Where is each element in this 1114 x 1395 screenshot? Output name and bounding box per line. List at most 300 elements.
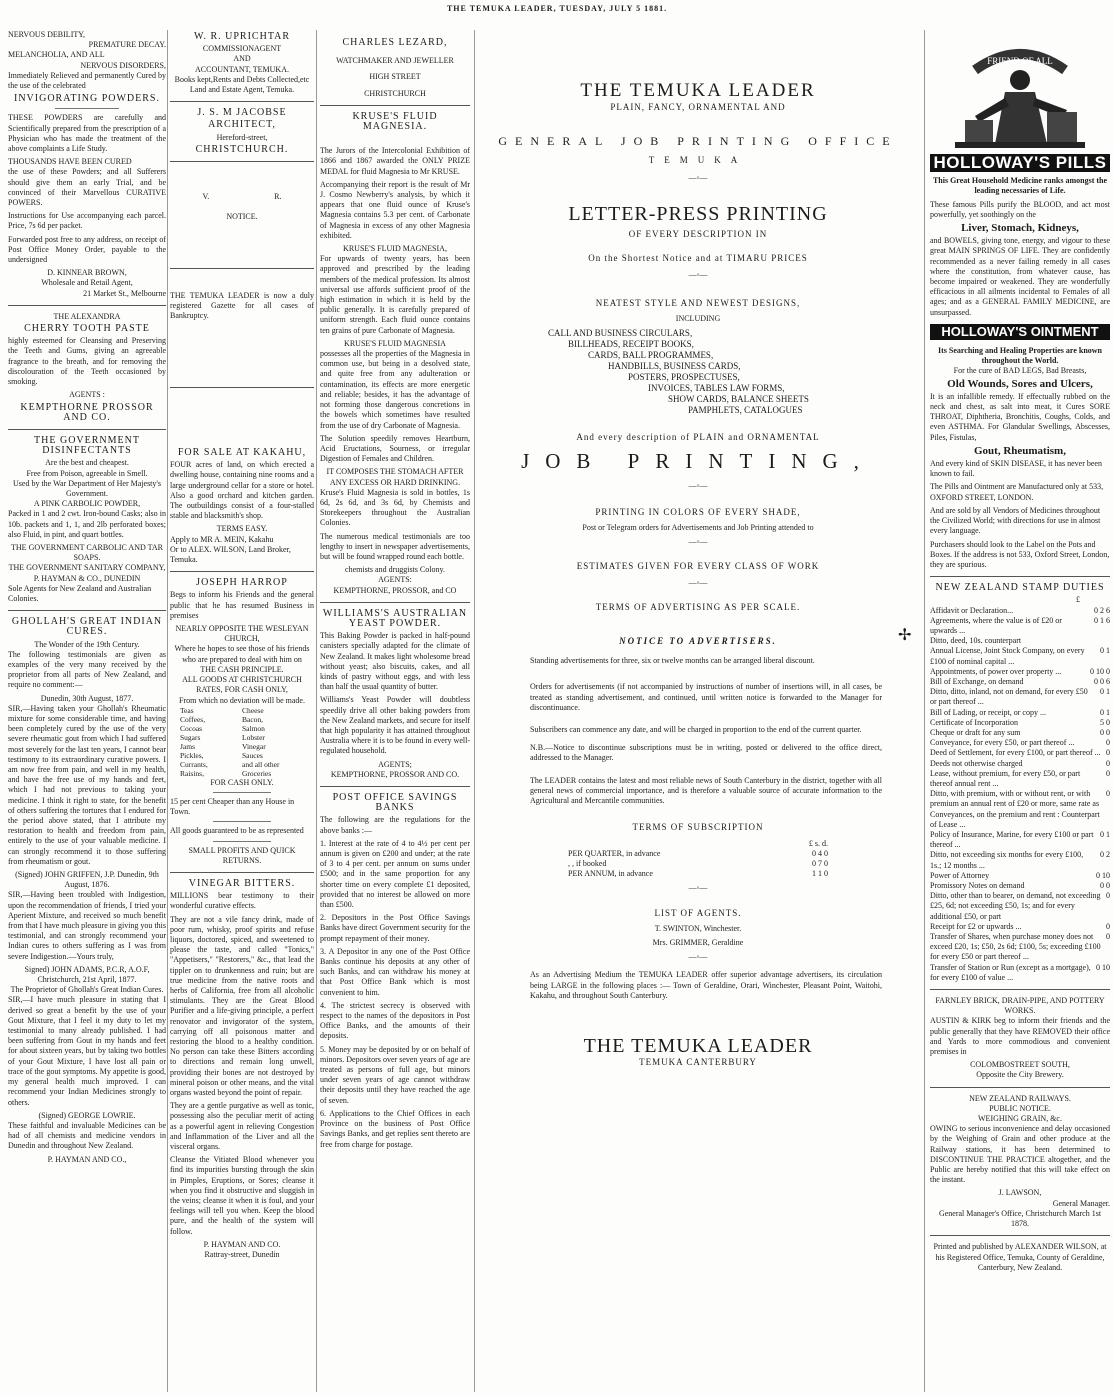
ad-text: Begs to inform his Friends and the general public that he has resumed Business in premises	[170, 590, 314, 620]
ad-text: Cleanse the Vitiated Blood whenever you find its impurities bursting through the skin in Pimples, Eruptions, or Sores; cleanse it when you find it obstructive and sluggish in the veins; cleanse it when it is foul, and your feelings will tell you when. Keep the blood pure, and the health of the system will follow.	[170, 1155, 314, 1236]
duty-price: 0 0	[1100, 727, 1110, 737]
ad-text: Land and Estate Agent, Temuka.	[189, 85, 295, 95]
duty-row	[930, 932, 1110, 963]
ad-heading: SMALL PROFITS AND QUICK RETURNS.	[188, 845, 296, 865]
ad-text: INCLUDING	[675, 314, 721, 324]
office-title: THE TEMUKA LEADER	[580, 80, 816, 101]
ornament-icon: —◦—	[688, 537, 708, 547]
goods-item: Coffees,	[180, 714, 206, 724]
ad-text: R.	[274, 192, 282, 202]
ad-text: Or to ALEX. WILSON, Land Broker, Temuka.	[170, 544, 291, 565]
vinegar-bitters-ad	[170, 879, 314, 1260]
goods-item: Salmon	[242, 723, 265, 733]
office-heading: GENERAL JOB PRINTING OFFICE	[498, 134, 898, 149]
currency-header: £	[1076, 595, 1080, 605]
ad-text: On the Shortest Notice and at TIMARU PRICES	[588, 253, 808, 264]
ad-text: HIGH STREET	[369, 72, 421, 82]
ad-signature: P. HAYMAN AND CO.	[203, 1239, 281, 1249]
ad-heading: COMMISSIONAGENT	[202, 44, 282, 54]
ad-heading: LIST OF AGENTS.	[654, 907, 742, 918]
divider	[213, 792, 271, 793]
duty-row	[930, 687, 1110, 707]
divider	[930, 576, 1110, 577]
ad-text: Are the best and cheapest.	[45, 458, 129, 468]
ad-text: They are a gentle purgative as well as tonic, possessing also the peculiar merit of acting as a powerful agent in relieving Congestion and Inflammation of the Liver and all the visceral organs.	[170, 1101, 314, 1151]
ad-text: possesses all the properties of the Magnesia in common use, but being in a desolved state, and quite free from any adulteration or contamination, its effects are more energetic and reliable; besides, it has the advantage of not forming those dangerous concretions in the bowels which sometimes have resulted from the use of dry Carbonate of Magnesia.	[320, 349, 470, 430]
column-3	[320, 30, 470, 1392]
column-1	[8, 30, 166, 1392]
ad-text: This Great Household Medicine ranks amongst the leading necessaries of Life.	[932, 176, 1108, 196]
ad-heading: WEIGHING GRAIN, &c.	[978, 1114, 1062, 1124]
duty-price: 0 2 6	[1094, 605, 1110, 615]
ad-heading: PRINTING IN COLORS OF EVERY SHADE,	[595, 506, 801, 517]
duty-label: Agreements, where the value is of £20 or upwards ...	[930, 615, 1062, 635]
testimonial-text: SIR,—Having been troubled with Indigestion, upon the recommendation of friends, I tried your Aperient Mixture, and received so much benefit from that I have much pleasure in giving you this testimonial, and can strongly recommend your Indian cures to others suffering as I was from severe Indigestion.—Yours truly,	[8, 890, 166, 961]
duty-row	[930, 871, 1110, 881]
duty-price: 0	[1106, 932, 1110, 942]
ad-text: 21 Market St., Melbourne	[83, 288, 166, 298]
ad-heading: NOTICE.	[226, 212, 258, 222]
printing-item: PAMPHLETS, CATALOGUES	[688, 405, 803, 416]
duty-price: 0 10 0	[1090, 666, 1110, 676]
ad-heading: MELANCHOLIA, AND ALL	[8, 50, 105, 60]
ad-text: N.B.—Notice to discontinue subscriptions must be in writing, posted or delivered to the office direct, addressed to the Manager.	[530, 743, 882, 763]
duty-row	[930, 922, 1110, 932]
ad-heading: J. S. M JACOBSE	[197, 107, 287, 119]
ad-text: The Wonder of the 19th Century.	[34, 639, 140, 649]
divider	[170, 161, 314, 162]
ad-text: And every description of PLAIN and ORNAMENTAL	[576, 432, 820, 443]
printing-item: HANDBILLS, BUSINESS CARDS,	[608, 361, 741, 372]
duty-price: 0 1 6	[1094, 615, 1110, 625]
duty-label: Power of Attorney	[930, 870, 990, 880]
goods-item: Sauces	[242, 750, 263, 760]
ad-signature: (Signed) JOHN GRIFFEN, J.P. Dunedin, 9th August, 1876.	[15, 870, 159, 890]
ad-signature: Signed) JOHN ADAMS, P.C.R, A.O.F, Christchurch, 21st April, 1877.	[24, 964, 150, 985]
duty-row	[930, 677, 1110, 687]
ad-text: V.	[202, 192, 210, 202]
ad-text: THESE POWDERS are carefully and Scientifically prepared from the prescription of a Physician who has made the treatment of the above complaints a Life Study.	[8, 113, 166, 154]
ad-text: The Solution speedily removes Heartburn, Acid Eructations, Sourness, or irregular Digestion of Females and Children.	[320, 433, 470, 464]
holloway-ointment-banner: HOLLOWAY'S OINTMENT	[930, 324, 1110, 340]
divider	[213, 841, 271, 842]
ad-heading: ACCOUNTANT, TEMUKA.	[195, 64, 289, 74]
ad-text: The following are the regulations for the above banks :—	[320, 815, 470, 835]
divider	[170, 101, 314, 102]
ad-heading: NERVOUS DEBILITY,	[8, 30, 85, 39]
ad-heading: KRUSE'S FLUID MAGNESIA	[344, 338, 446, 348]
ornament-icon: —◦—	[688, 172, 708, 182]
duty-row	[930, 881, 1110, 891]
column-rule	[924, 30, 925, 1392]
ad-text: It is an infallible remedy. If effectually rubbed on the neck and chest, as salt into meat, it Cures SORE THROAT, Diphtheria, Bronchitis, Coughs, Colds, and even ASTHMA. For Glandular Swellings, Abscesses, Piles, Fistulas,	[930, 391, 1110, 442]
goods-item: Groceries	[242, 768, 272, 778]
job-printing-heading: JOB PRINTING,	[521, 449, 875, 474]
subscription-price: 1 1 0	[812, 869, 828, 879]
ad-heading: JOSEPH HARROP	[196, 577, 288, 589]
duty-label: Promissory Notes on demand	[930, 881, 1025, 890]
ad-text: Apply to MR A. MEIN, Kakahu	[170, 534, 274, 544]
ad-heading: PUBLIC NOTICE.	[989, 1103, 1051, 1113]
stamp-duties-table	[930, 606, 1110, 984]
ornament-icon: —◦—	[688, 952, 708, 962]
ad-text: These famous Pills purify the BLOOD, and act most powerfully, yet soothingly on the	[930, 199, 1110, 219]
ad-text: Standing advertisements for three, six or twelve months can be arranged liberal discount.	[530, 656, 815, 666]
ad-text: chemists and druggists Colony.	[345, 565, 445, 575]
duty-row	[930, 728, 1110, 738]
duty-row	[930, 963, 1110, 983]
ad-heading: FOR SALE AT KAKAHU,	[177, 447, 307, 459]
ad-text: Forwarded post free to any address, on receipt of Post Office Money Order, payable to the undersigned	[8, 234, 166, 265]
duty-row	[930, 606, 1110, 616]
duty-price: 0 1	[1100, 646, 1110, 656]
duty-label: Cheque or draft for any sum	[930, 727, 1021, 737]
divider	[170, 387, 314, 388]
duty-label: Ditto, not exceeding six months for every £100, 1s.; 12 months ...	[930, 850, 1084, 870]
ad-heading: NERVOUS DISORDERS,	[80, 60, 166, 70]
ad-text: Books kept,Rents and Debts Collected,etc	[174, 74, 310, 84]
duty-row	[930, 789, 1110, 830]
duty-price: 0	[1106, 921, 1110, 931]
ad-text: The numerous medical testimonials are too lengthy to insert in newspaper advertisements, but will be found wrapped round each bottle.	[320, 531, 470, 561]
ad-heading: INVIGORATING POWDERS.	[14, 93, 160, 105]
ad-text: They are not a vile fancy drink, made of poor rum, whisky, proof spirits and refuse liquors, doctored, spiced, and sweetened to please the taste, and called "Tonics," "Appetisers," "Restorers," &c., that lead the tippler on to drunkenness and ruin; but are true medicine from the native roots and herbs of California, free from all alcoholic stimulants. They are the Great Blood Purifier and a life-giving principle, a perfect renovator and invigorator of the system, carrying off all poisonous matter and restoring the blood to a healthy condition. No person can take these Bitters according to directions and remain long unwell, providing their bones are not destroyed by mineral poison or other means, and the vital organs wasted beyond the point of repair.	[170, 914, 314, 1097]
ad-heading: CHARLES LEZARD,	[342, 37, 448, 48]
duty-label: Bill of Exchange, on demand	[930, 676, 1024, 686]
goods-item: Cheese	[242, 705, 264, 715]
duty-price: 0 0	[1100, 881, 1110, 890]
ad-text: For the cure of BAD LEGS, Bad Breasts,	[953, 366, 1087, 376]
goods-item: Jams	[180, 741, 195, 751]
printer-imprint: Printed and published by ALEXANDER WILSON, at his Registered Office, Temuka, County of Geraldine, Canterbury, New Zealand.	[933, 1242, 1107, 1272]
ad-heading: WATCHMAKER AND JEWELLER	[336, 56, 454, 66]
duty-row	[930, 738, 1110, 748]
subscription-label: PER QUARTER, in advance	[568, 848, 661, 858]
ad-text: Sole Agents for New Zealand and Australian Colonies.	[8, 583, 152, 603]
duty-label: Conveyance, for every £50, or part thereof ...	[930, 738, 1075, 748]
letterpress-heading: LETTER-PRESS PRINTING	[568, 203, 828, 226]
ad-text: General Manager.	[1052, 1198, 1110, 1208]
ad-heading: A PINK CARBOLIC POWDER,	[33, 499, 141, 509]
ad-text: The Jurors of the Intercolonial Exhibition of 1866 and 1867 awarded the ONLY PRIZE MEDAL for fluid Magnesia to Mr KRUSE.	[320, 146, 470, 176]
ad-heading: THE GOVERNMENT SANITARY COMPANY,	[8, 563, 166, 573]
kakahu-sale-ad	[170, 448, 314, 565]
ad-text: 2. Depositors in the Post Office Savings Banks have direct Government security for the prompt repayment of their money.	[320, 913, 470, 943]
ad-heading: TERMS OF SUBSCRIPTION	[632, 822, 764, 833]
ad-heading: TERMS EASY.	[216, 524, 268, 534]
ad-text: The Proprietor of Ghollah's Great Indian Cures.	[10, 985, 164, 995]
duty-price: 0 1	[1100, 687, 1110, 697]
office-subtitle: PLAIN, FANCY, ORNAMENTAL AND	[610, 102, 786, 113]
column-5	[930, 30, 1110, 1392]
divider	[8, 305, 166, 306]
ad-heading: NEW ZEALAND RAILWAYS.	[969, 1093, 1071, 1103]
ad-heading: THE ALEXANDRA	[53, 311, 121, 321]
nervous-debility-ad	[8, 30, 166, 299]
ad-text: THE TEMUKA LEADER is now a duly registered Gazette for all cases of Bankruptcy.	[170, 291, 314, 321]
ghollah-cures-ad	[8, 617, 166, 1165]
ad-text: Dunedin, 30th August, 1877.	[40, 693, 134, 703]
ad-text: And are sold by all Vendors of Medicines throughout the Civilized World; with directions for use in almost every language.	[930, 505, 1101, 536]
divider	[170, 872, 314, 873]
duty-label: Ditto, other than to bearer, on demand, not exceeding £25, 6d; not exceeding £50, 1s; and for every additional £50, or part	[930, 891, 1101, 921]
lezard-ad	[320, 38, 470, 99]
duty-label: Ditto, with premium, with or without rent, or with premium an annual rent of £20 or more, same rate as Conveyances, on the premium and rent : Counterpart of Lease ...	[930, 789, 1100, 829]
printing-item: BILLHEADS, RECEIPT BOOKS,	[568, 339, 694, 350]
ad-text: Rattray-street, Dunedin	[204, 1250, 280, 1260]
printing-items	[548, 328, 918, 416]
printing-item: CARDS, BALL PROGRAMMES,	[588, 350, 714, 361]
ad-text: For upwards of twenty years, has been approved and prescribed by the leading members of the medical profession. Its almost universal use affords sufficient proof of the high estimation in which it is held by the public generally. It is carefully prepared of uniform strength. Each fluid ounce contains ten grains of pure Carbonate of Magnesia.	[320, 254, 470, 335]
agent-entry: T. SWINTON, Winchester.	[654, 923, 742, 933]
divider	[930, 1087, 1110, 1088]
ad-text: Orders for advertisements (if not accompanied by instructions of number of insertions will, in all cases, be treated as standing advertisement, and continued, until written notice is forwarded to the Manager for discontinuance.	[530, 682, 882, 712]
subscription-price: 0 4 0	[812, 848, 828, 858]
ad-heading: FARNLEY BRICK, DRAIN-PIPE, AND POTTERY WORKS.	[935, 996, 1105, 1016]
harrop-ad	[170, 578, 314, 866]
ad-text: OWING to serious inconvenience and delay occasioned by the Weighing of Grain and other produce at the Railway stations, it has been determined to DISCONTINUE THE PRACTICE altogether, and the Public are hereby notified that this will take effect on the instant.	[930, 1124, 1110, 1185]
duty-label: Transfer of Shares, when purchase money does not exceed £20, 1s; £50, 2s 6d; £100, 5s; exceeding £100 for every £50 or part thereof ...	[930, 932, 1101, 962]
duty-row	[930, 616, 1110, 636]
ad-text: AUSTIN & KIRK beg to inform their friends and the public generally that they have REMOVED their office and Yards to more commodious and convenient premises in	[930, 1016, 1110, 1057]
ad-heading: CHERRY TOOTH PASTE	[24, 323, 150, 335]
footer-title: THE TEMUKA LEADER	[583, 1034, 813, 1057]
ad-heading: IT COMPOSES THE STOMACH AFTER ANY EXCESS OR HARD DRINKING.	[326, 467, 464, 487]
ad-text: Hereford-street,	[216, 132, 268, 142]
duty-price: 0	[1106, 789, 1110, 799]
ad-text: Opposite the City Brewery.	[976, 1070, 1064, 1080]
duty-row	[930, 718, 1110, 728]
duty-price: 0	[1106, 748, 1110, 758]
duty-row	[930, 636, 1110, 646]
testimonial-text: SIR,—Having taken your Ghollah's Rheumatic mixture for some considerable time, and having been completely cured by the use of the very severe rheumatic gout from which I had suffered most severely for the last ten years, I cannot bear testimony to its extraordinary curative powers. I am now free from pain, and well in my health, and have the free use of my hands and feet, which I had not previous to taking your medicine. I think it right to state, for the benefit of others suffering the tortures that I endured for the period above stated, that I attribute my restoration to health and freedom from pain, entirely to the use of your valuable medicine. I can strongly recommend it to those suffering from rheumatism or gout.	[8, 703, 166, 866]
duty-label: Deeds not otherwise charged	[930, 758, 1023, 768]
divider	[8, 610, 166, 611]
duty-price: 0	[1106, 891, 1110, 901]
holloway-pills-banner: HOLLOWAY'S PILLS	[930, 154, 1110, 172]
ad-text: Accompanying their report is the result of Mr J. Cosmo Newberry's analysis, by which it appears that one fluid ounce of Kruse's Magnesia contains 5.3 per cent. of Carbonate of Magnesia in excess of any other Magnesia exhibited.	[320, 179, 470, 240]
divider	[170, 571, 314, 572]
ad-heading: ALL GOODS AT CHRISTCHURCH RATES, FOR CASH ONLY,	[182, 675, 302, 695]
footer-subtitle: TEMUKA CANTERBURY	[639, 1057, 757, 1068]
ad-text: The following testimonials are given as examples of the very many received by the proprietor from all parts of New Zealand, and require no comment:—	[8, 649, 166, 690]
currency-header: £ s. d.	[808, 838, 828, 848]
duty-price: 0	[1106, 738, 1110, 748]
divider	[170, 268, 314, 269]
ad-text: Wholesale and Retail Agent,	[41, 278, 133, 288]
ad-heading: THE CASH PRINCIPLE.	[200, 664, 284, 674]
printing-item: POSTERS, PROSPECTUSES,	[628, 372, 740, 383]
duty-price: 0 10	[1096, 870, 1110, 880]
testimonial-text: SIR,—I have much pleasure in stating that I derived so great a benefit by the use of your Gout Mixture, that I feel it my duty to let my testimonial to many already published. I had been suffering from Gout in my hands and feet for about sixteen years, but by taking two bottles of your Gout Mixture, I have lost all pain or trace of the gout symptoms. My appetite is good, my general health much improved. I can recommend your Indian Medicines strongly to others.	[8, 995, 166, 1107]
duty-label: Ditto, ditto, inland, not on demand, for every £50 or part thereof ...	[930, 687, 1088, 707]
ad-heading: THE GOVERNMENT CARBOLIC AND TAR SOAPS.	[11, 542, 163, 563]
goods-item: Bacon,	[242, 714, 264, 724]
divider	[320, 602, 470, 603]
ad-text: AGENTS :	[69, 390, 105, 400]
goods-item: Cocoas	[180, 723, 203, 733]
ad-signature: D. KINNEAR BROWN,	[47, 268, 127, 278]
printing-item: SHOW CARDS, BALANCE SHEETS	[668, 394, 809, 405]
farnley-brick-ad	[930, 996, 1110, 1081]
ad-heading: Old Wounds, Sores and Ulcers,	[947, 377, 1093, 390]
savings-banks-ad	[320, 793, 470, 1150]
subscription-label: , , if booked	[568, 858, 607, 868]
printing-office-ad	[478, 30, 918, 1392]
duty-price	[1106, 636, 1110, 646]
duty-price: 0	[1106, 758, 1110, 768]
ad-heading: ARCHITECT,	[208, 119, 276, 131]
duty-row	[930, 891, 1110, 922]
ad-text: And every kind of SKIN DISEASE, it has never been known to fail.	[930, 459, 1102, 479]
ad-text: These faithful and invaluable Medicines can be had of all chemists and medicine vendors in Dunedin and throughout New Zealand.	[8, 1120, 166, 1151]
uprichtar-ad	[170, 32, 314, 95]
ad-text: The LEADER contains the latest and most reliable news of South Canterbury in the district, together with all general news of commercial importance, and is therefore a valuable source of accurate information to the Agricultural and Mercantile communities.	[530, 775, 882, 806]
column-rule	[316, 30, 317, 1392]
office-town: TEMUKA	[648, 154, 748, 165]
ad-heading: NEARLY OPPOSITE THE WESLEYAN CHURCH,	[175, 624, 309, 644]
duty-label: Deed of Settlement, for every £100, or part thereof ...	[930, 748, 1101, 758]
goods-item: and all other	[242, 759, 280, 769]
duty-row	[930, 667, 1110, 677]
divider	[320, 105, 470, 106]
ad-heading: W. R. UPRICHTAR	[193, 31, 291, 42]
ad-heading: WILLIAMS'S AUSTRALIAN YEAST POWDER.	[322, 607, 468, 629]
ad-text: The Pills and Ointment are Manufactured only at 533, OXFORD STREET, LONDON.	[930, 482, 1104, 502]
goods-item: Sugars	[180, 732, 201, 742]
duty-row	[930, 759, 1110, 769]
duty-label: Bill of Lading, or receipt, or copy ...	[930, 707, 1046, 717]
duty-label: Affidavit or Declaration...	[930, 605, 1014, 615]
ad-text: Williams's Yeast Powder will doubtless speedily drive all other baking powders from the New Zealand markets, and secure for itself that high popularity it has attained throughout Australia where it is to be found in every well-regulated household.	[320, 695, 470, 756]
ad-heading: COLOMBOSTREET SOUTH,	[970, 1060, 1070, 1070]
jacobsen-ad	[170, 108, 314, 155]
ad-text: AND	[233, 54, 251, 64]
duty-row	[930, 748, 1110, 758]
ornament-icon: —◦—	[688, 577, 708, 587]
ad-text: 6. Applications to the Chief Offices in each Province on the business of Post Office Savings Banks, and get replies sent thereto are free from charge for postage.	[320, 1108, 470, 1149]
duty-row	[930, 769, 1110, 789]
duty-label: Appointments, of power over property ...	[930, 666, 1062, 676]
holloway-emblem-icon	[935, 34, 1105, 150]
duty-price: 0 2	[1100, 850, 1110, 860]
ad-text: the use of these Powders; and all Sufferers should give them an early Trial, and be convinced of their Marvellous CURATIVE POWERS.	[8, 167, 166, 208]
ad-text: From which no deviation will be made.	[179, 695, 305, 705]
goods-item: Pickles,	[180, 750, 204, 760]
kruse-magnesia-ad	[320, 112, 470, 596]
ad-signature: P. HAYMAN & CO., DUNEDIN	[33, 573, 141, 583]
ad-text: Where he hopes to see those of his friends who are prepared to deal with him on	[174, 644, 310, 664]
disinfectants-ad	[8, 436, 166, 604]
duty-row	[930, 646, 1110, 666]
duty-price: 0 0 6	[1094, 676, 1110, 686]
ad-heading: Gout, Rheumatism,	[974, 444, 1066, 457]
ad-text: Its Searching and Healing Properties are known throughout the World.	[937, 346, 1102, 366]
yeast-powder-ad	[320, 609, 470, 780]
gazette-notice	[170, 291, 314, 381]
tooth-paste-ad	[8, 312, 166, 423]
ad-heading: NEATEST STYLE AND NEWEST DESIGNS,	[595, 297, 801, 308]
divider	[930, 989, 1110, 990]
ad-text: All goods guaranteed to be as represented	[170, 826, 304, 836]
ornament-icon: —◦—	[688, 480, 708, 490]
ad-text: Used by the War Department of Her Majesty's Government.	[13, 478, 161, 498]
notice-heading: NOTICE TO ADVERTISERS.	[619, 636, 777, 647]
duty-label: Lease, without premium, for every £50, or part thereof annual rent ...	[930, 768, 1081, 788]
ad-text: Post or Telegram orders for Advertisements and Job Printing attended to	[582, 523, 814, 533]
subscription-label: PER ANNUM, in advance	[568, 869, 653, 879]
goods-item: Raisins,	[180, 768, 204, 778]
duty-price: 0 1	[1100, 829, 1110, 839]
ad-heading: KRUSE'S FLUID MAGNESIA.	[352, 110, 438, 133]
stamp-duties-heading: NEW ZEALAND STAMP DUTIES	[935, 582, 1105, 594]
duty-price: 5 0	[1100, 717, 1110, 727]
emblem-text: FRIEND OF ALL	[987, 56, 1053, 66]
divider	[213, 821, 271, 822]
ad-heading: THE GOVERNMENT DISINFECTANTS	[34, 434, 140, 457]
ad-signature: J. LAWSON,	[998, 1188, 1042, 1198]
goods-list	[170, 706, 314, 778]
ad-text: 5. Money may be deposited by or on behalf of minors. Depositors over seven years of age are treated as persons of full age, but minors under seven years of age cannot withdraw their deposits until they have reached the age of seven.	[320, 1044, 470, 1105]
duty-label: Receipt for £2 or upwards ...	[930, 921, 1022, 931]
ad-text: Packed in 1 and 2 cwt. Iron-bound Casks; also in 10b. packets and 1, 1, and 2lb perforated boxes; also Fluid, in pint, and quart bottles.	[8, 509, 166, 539]
ad-text: AGENTS;	[378, 759, 412, 769]
ad-signature: (Signed) GEORGE LOWRIE.	[38, 1110, 136, 1120]
divider	[930, 1235, 1110, 1236]
ornament-icon: —◦—	[688, 883, 708, 893]
duty-label: Certificate of Incorporation	[930, 717, 1018, 727]
duty-row	[930, 830, 1110, 850]
duty-price: 0	[1106, 768, 1110, 778]
masthead: THE TEMUKA LEADER, TUESDAY, JULY 5 1881.	[446, 4, 668, 13]
goods-item: Vinegar	[242, 741, 266, 751]
ad-text: FOUR acres of land, on which erected a dwelling house, containing nine rooms and a large underground cellar for a store or hotel. Also a good orchard and kitchen garden. The outbuildings consist of a four-stalled stable and blacksmith's shop.	[170, 460, 314, 521]
ad-text: Instructions for Use accompanying each parcel. Price, 7s 6d per packet.	[8, 211, 166, 231]
ad-signature: KEMPTHORNE, PROSSOR, and CO	[333, 585, 457, 595]
ad-text: Subscribers can commence any date, and will be charged in proportion to the end of the current quarter.	[530, 725, 862, 735]
ad-text: MILLIONS bear testimony to their wonderful curative effects.	[170, 891, 314, 911]
ad-text: Kruse's Fluid Magnesia is sold in bottles, 1s 6d, 2s 6d, and 3s 6d, by Chemists and Storekeepers throughout the Australian Colonies.	[320, 487, 470, 528]
duty-label: Transfer of Station or Run (except as a mortgage), for every £100 of value ...	[930, 962, 1091, 982]
ad-text: Purchasers should look to the Label on the Pots and Boxes. If the address is not 533, Oxford Street, London, they are spurious.	[930, 539, 1110, 569]
ad-heading: TERMS OF ADVERTISING AS PER SCALE.	[595, 601, 801, 612]
ad-signature: KEMPTHORNE PROSSOR AND CO.	[20, 401, 154, 423]
subscription-price: 0 7 0	[812, 858, 828, 868]
ad-text: This Baking Powder is packed in half-pound canisters specially adapted for the climate of New Zealand. It makes light wholesome bread without yeast; also biscuits, cakes, and all kinds of pastry without eggs, and with less than half the usual quantity of butter.	[320, 631, 470, 692]
ad-heading: CHRISTCHURCH.	[195, 143, 289, 155]
printing-item: CALL AND BUSINESS CIRCULARS,	[548, 328, 693, 339]
column-rule	[167, 30, 168, 1392]
ad-heading: CHRISTCHURCH	[364, 88, 426, 98]
duty-row	[930, 850, 1110, 870]
ad-heading: VINEGAR BITTERS.	[188, 877, 296, 889]
notice-vr	[170, 192, 314, 262]
ad-heading: KRUSE'S FLUID MAGNESIA,	[343, 244, 447, 254]
ad-signature: P. HAYMAN AND CO.,	[47, 1154, 127, 1164]
ad-text: Free from Poison, agreeable in Smell.	[26, 468, 148, 478]
divider	[55, 108, 118, 109]
ad-heading: FOR CASH ONLY.	[210, 777, 274, 787]
ad-text: OF EVERY DESCRIPTION IN	[628, 229, 768, 240]
printing-item: INVOICES, TABLES LAW FORMS,	[648, 383, 785, 394]
railways-notice	[930, 1094, 1110, 1230]
ink-mark-icon: ✢	[898, 625, 912, 644]
duty-row	[930, 708, 1110, 718]
duty-label: Ditto, deed, 10s. counterpart	[930, 636, 1022, 646]
ad-text: As an Advertising Medium the TEMUKA LEADER offer superior advantage advertisers, its circulation being LARGE in the following places :— Town of Geraldine, Orari, Winchester, Pleasant Point, Waitohi, Kakahu, and throughout South Canterbury.	[530, 970, 882, 1000]
ad-text: and BOWELS, giving tone, energy, and vigour to these great MAIN SPRINGS OF LIFE. They are confidently recommended as a never failing remedy in all cases where the constitution, from whatever cause, has become impaired or weakened. They are wonderfully efficacious in all ailments incidental to Females of all ages; and as a GENERAL FAMILY MEDICINE, are unsurpassed.	[930, 236, 1110, 317]
ad-text: AGENTS:	[378, 575, 412, 585]
